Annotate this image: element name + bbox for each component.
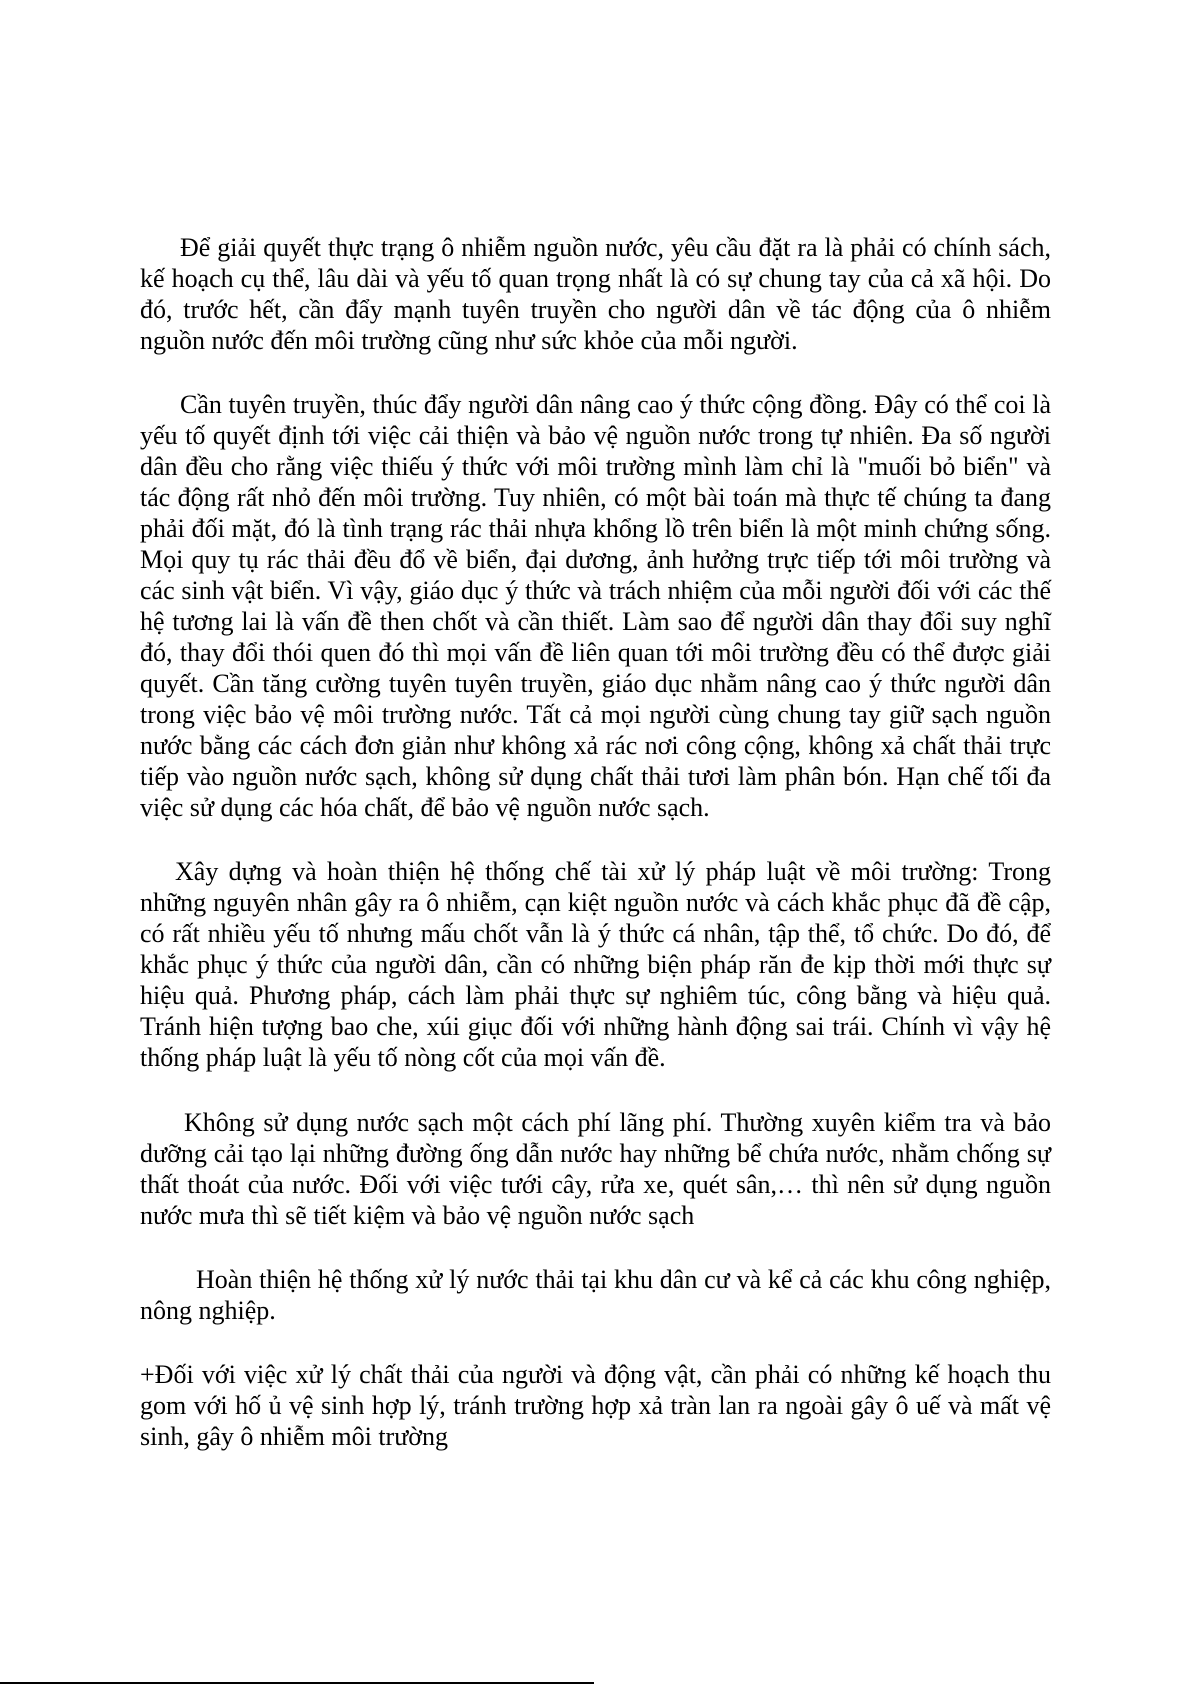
paragraph-water-saving: Không sử dụng nước sạch một cách phí lãng phí. Thường xuyên kiểm tra và bảo dưỡng cải tạo lại những đường ống dẫn nước hay những bể chứa nước, nhằm chống sự thất thoát của nước. Đối với việc tưới cây, rửa xe, quét sân,… thì nên sử dụng nguồn nước mưa thì sẽ tiết kiệm và bảo vệ nguồn nước sạch — [140, 1108, 1051, 1230]
paragraph-awareness: Cần tuyên truyền, thúc đẩy người dân nâng cao ý thức cộng đồng. Đây có thể coi là yếu tố quyết định tới việc cải thiện và bảo vệ nguồn nước trong tự nhiên. Đa số người dân đều cho rằng việc thiếu ý thức với môi trường mình làm chỉ là "muối bỏ biển" và tác động rất nhỏ đến môi trường. Tuy nhiên, có một bài toán mà thực tế chúng ta đang phải đối mặt, đó là tình trạng rác thải nhựa khổng lồ trên biển là một minh chứng sống. Mọi quy tụ rác thải đều đổ về biển, đại dương, ảnh hưởng trực tiếp tới môi trường và các sinh vật biển. Vì vậy, giáo dục ý thức và trách nhiệm của mỗi người đối với các thế hệ tương lai là vấn đề then chốt và cần thiết. Làm sao để người dân thay đổi suy nghĩ đó, thay đổi thói quen đó thì mọi vấn đề liên quan tới môi trường đều có thể được giải quyết. Cần tăng cường tuyên tuyên truyền, giáo dục nhằm nâng cao ý thức người dân trong việc bảo vệ môi trường nước. Tất cả mọi người cùng chung tay giữ sạch nguồn nước bằng các cách đơn giản như không xả rác nơi công cộng, không xả chất thải trực tiếp vào nguồn nước sạch, không sử dụng chất thải tươi làm phân bón. Hạn chế tối đa việc sử dụng các hóa chất, để bảo vệ nguồn nước sạch. — [140, 390, 1051, 822]
paragraph-wastewater-treatment: Hoàn thiện hệ thống xử lý nước thải tại khu dân cư và kể cả các khu công nghiệp, nông nghiệp. — [140, 1265, 1051, 1325]
document-body — [140, 232, 1051, 1452]
paragraph-intro: Để giải quyết thực trạng ô nhiễm nguồn nước, yêu cầu đặt ra là phải có chính sách, kế hoạch cụ thể, lâu dài và yếu tố quan trọng nhất là có sự chung tay của cả xã hội. Do đó, trước hết, cần đẩy mạnh tuyên truyền cho người dân về tác động của ô nhiễm nguồn nước đến môi trường cũng như sức khỏe của mỗi người. — [140, 233, 1051, 355]
paragraph-waste-collection: +Đối với việc xử lý chất thải của người và động vật, cần phải có những kế hoạch thu gom với hố ủ vệ sinh hợp lý, tránh trường hợp xả tràn lan ra ngoài gây ô uế và mất vệ sinh, gây ô nhiễm môi trường — [140, 1360, 1051, 1451]
footer-divider — [0, 1682, 594, 1684]
paragraph-legal-system: Xây dựng và hoàn thiện hệ thống chế tài xử lý pháp luật về môi trường: Trong những nguyên nhân gây ra ô nhiễm, cạn kiệt nguồn nước và cách khắc phục đã đề cập, có rất nhiều yếu tố nhưng mấu chốt vẫn là ý thức cá nhân, tập thể, tổ chức. Do đó, để khắc phục ý thức của người dân, cần có những biện pháp răn đe kịp thời mới thực sự hiệu quả. Phương pháp, cách làm phải thực sự nghiêm túc, công bằng và hiệu quả. Tránh hiện tượng bao che, xúi giục đối với những hành động sai trái. Chính vì vậy hệ thống pháp luật là yếu tố nòng cốt của mọi vấn đề. — [140, 857, 1051, 1072]
